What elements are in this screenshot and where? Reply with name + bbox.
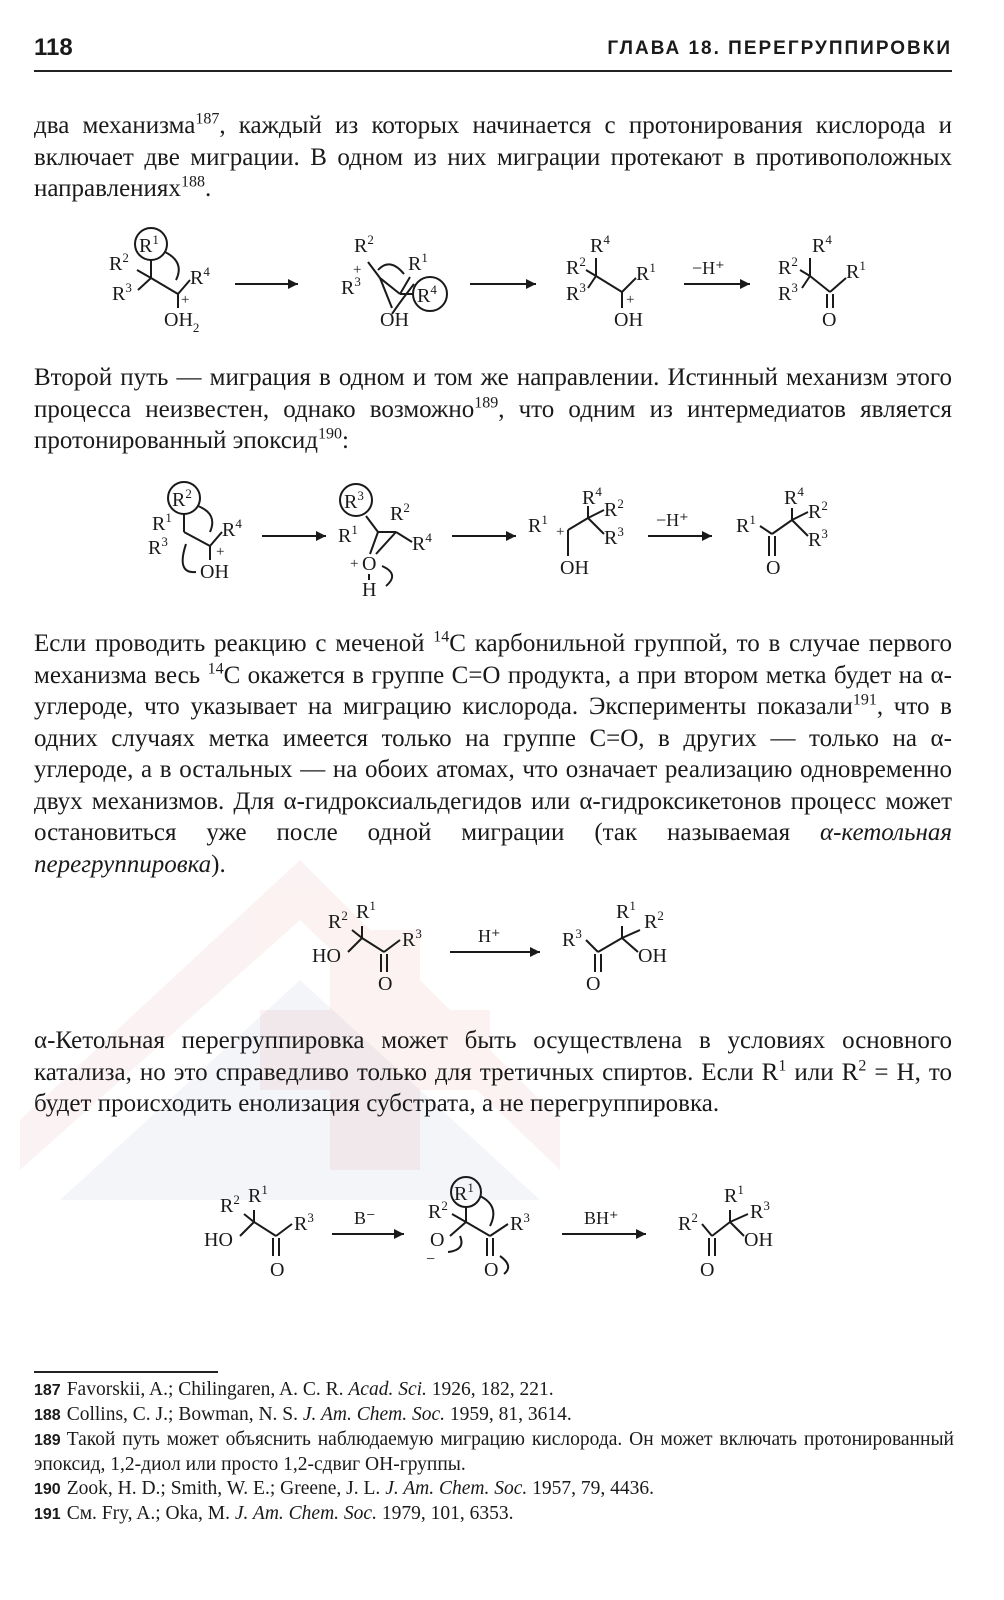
scheme1-molecule-3 bbox=[566, 232, 656, 331]
svg-text:R1: $R^1$ bbox=[356, 898, 376, 923]
svg-text:R3: $R^3$ bbox=[562, 926, 582, 951]
svg-text:R3: $R^3$ bbox=[344, 488, 364, 513]
svg-text:R1: $R^1$ bbox=[139, 232, 159, 257]
svg-text:O: O bbox=[430, 1229, 445, 1251]
svg-text:R4: $R^4$ bbox=[190, 264, 210, 289]
text: Если проводить реакцию с меченой bbox=[34, 630, 434, 657]
reagent-label: H⁺ bbox=[478, 926, 501, 946]
footnote-text: Collins, C. J.; Bowman, N. S. bbox=[66, 1404, 303, 1425]
svg-text:R1: $R^1$ bbox=[454, 1180, 474, 1205]
svg-text:R1: $R^1$ bbox=[736, 512, 756, 537]
footnote-number: 188 bbox=[34, 1407, 61, 1424]
svg-text:R4: $R^4$ bbox=[412, 530, 432, 555]
svg-text:R1: $R^1$ bbox=[338, 522, 358, 547]
svg-text:+: + bbox=[353, 262, 362, 278]
svg-text:+: + bbox=[216, 544, 225, 560]
footnotes bbox=[34, 1378, 954, 1527]
svg-text:R4: $R^4$ bbox=[582, 484, 602, 509]
footnote-number: 191 bbox=[34, 1506, 61, 1523]
reagent-label: −H⁺ bbox=[692, 258, 725, 278]
svg-text:R3: $R^3$ bbox=[510, 1210, 530, 1235]
svg-text:R3: $R^3$ bbox=[148, 534, 168, 559]
svg-text:OH: OH bbox=[560, 557, 589, 579]
journal-name: J. Am. Chem. Soc. bbox=[234, 1503, 377, 1524]
footnote-text: Zook, H. D.; Smith, W. E.; Greene, J. L. bbox=[66, 1478, 386, 1499]
svg-text:HO: HO bbox=[204, 1229, 233, 1251]
footnote-ref-189[interactable]: 189 bbox=[474, 394, 499, 412]
footnote-number: 187 bbox=[34, 1382, 61, 1399]
scheme2-molecule-1 bbox=[148, 482, 242, 583]
text: , что в одних случаях метка имеется только на группе С=О, в других — только на α-углероде, а в остальных — на обоих атомах, что означает реализацию одновременно двух механизмов. Для α-гидроксиальдегидов или α-гидроксикетонов процесс может остановиться уже после одной миграции (так называемая bbox=[34, 693, 952, 846]
footnote-ref-187[interactable]: 187 bbox=[195, 110, 220, 128]
footnote-191 bbox=[34, 1502, 954, 1527]
svg-text:OH: OH bbox=[380, 309, 409, 331]
footnote-188 bbox=[34, 1403, 954, 1428]
term: α-кетольная перегруппировка bbox=[34, 819, 952, 878]
text: α-Кетольная перегруппировка может быть осуществлена в условиях основного катализа, но это справедливо только для третичных спиртов. Если R bbox=[34, 1027, 952, 1086]
svg-text:R4: $R^4$ bbox=[222, 516, 242, 541]
reaction-scheme-3 bbox=[0, 898, 1004, 1002]
reagent-label: B⁻ bbox=[354, 1208, 376, 1228]
svg-text:R2: $R^2$ bbox=[172, 486, 192, 511]
svg-text:R1: $R^1$ bbox=[616, 898, 636, 923]
svg-text:R2: $R^2$ bbox=[808, 498, 828, 523]
footnote-text: 1926, 182, 221. bbox=[426, 1379, 554, 1400]
svg-text:O: O bbox=[378, 973, 393, 995]
text: , каждый из которых начинается с протонирования кислорода и включает две миграции. В одном из них миграции протекают в противоположных направлениях bbox=[34, 112, 953, 202]
svg-text:OH: OH bbox=[200, 561, 229, 583]
svg-text:O: O bbox=[484, 1259, 499, 1281]
svg-text:R3: $R^3$ bbox=[750, 1198, 770, 1223]
svg-text:R2: $R^2$ bbox=[328, 908, 348, 933]
footnote-separator bbox=[34, 1371, 218, 1373]
svg-text:O: O bbox=[362, 553, 377, 575]
paragraph-4 bbox=[34, 1025, 952, 1120]
svg-text:R3: $R^3$ bbox=[341, 274, 361, 299]
svg-text:+: + bbox=[181, 292, 190, 308]
svg-text:R1: $R^1$ bbox=[724, 1182, 744, 1207]
svg-text:+: + bbox=[350, 556, 359, 572]
svg-text:R1: $R^1$ bbox=[408, 250, 428, 275]
text: : bbox=[341, 427, 349, 454]
svg-text:R1: $R^1$ bbox=[248, 1182, 268, 1207]
scheme3-molecule-1 bbox=[312, 898, 422, 995]
scheme1-molecule-1 bbox=[109, 228, 210, 335]
footnote-number: 189 bbox=[34, 1432, 61, 1449]
scheme1-molecule-4 bbox=[778, 232, 866, 331]
footnote-ref-188[interactable]: 188 bbox=[180, 173, 205, 191]
isotope-mass: 14 bbox=[207, 660, 224, 678]
reaction-scheme-2 bbox=[0, 474, 1004, 608]
svg-text:HO: HO bbox=[312, 945, 341, 967]
footnote-190 bbox=[34, 1477, 954, 1502]
svg-text:R2: $R^2$ bbox=[604, 496, 624, 521]
text: = H, то будет происходить енолизация субстрата, а не перегруппировка. bbox=[34, 1058, 952, 1117]
scheme2-molecule-4 bbox=[736, 484, 828, 579]
svg-text:R2: $R^2$ bbox=[428, 1198, 448, 1223]
journal-name: J. Am. Chem. Soc. bbox=[302, 1404, 445, 1425]
reagent-label: BH⁺ bbox=[584, 1208, 619, 1228]
svg-text:R3: $R^3$ bbox=[294, 1210, 314, 1235]
svg-text:+: + bbox=[556, 524, 565, 540]
svg-text:R4: $R^4$ bbox=[784, 484, 804, 509]
scheme3-molecule-2 bbox=[562, 898, 667, 995]
journal-name: J. Am. Chem. Soc. bbox=[385, 1478, 528, 1499]
text: С карбонильной группой, то в случае первого механизма весь bbox=[34, 630, 952, 689]
footnote-text: 1959, 81, 3614. bbox=[444, 1404, 572, 1425]
isotope-mass: 14 bbox=[433, 628, 450, 646]
svg-text:OH2: $OH_2$ bbox=[164, 309, 200, 335]
svg-text:R2: $R^2$ bbox=[109, 250, 129, 275]
scheme2-molecule-3 bbox=[528, 484, 624, 579]
scheme2-molecule-2 bbox=[338, 484, 432, 601]
svg-text:−: − bbox=[426, 1251, 436, 1268]
svg-text:R2: $R^2$ bbox=[778, 254, 798, 279]
svg-text:O: O bbox=[586, 973, 601, 995]
page-number: 118 bbox=[34, 34, 73, 61]
footnote-text: См. Fry, A.; Oka, M. bbox=[66, 1503, 235, 1524]
footnote-text: 1979, 101, 6353. bbox=[376, 1503, 514, 1524]
svg-text:+: + bbox=[626, 292, 635, 308]
svg-text:R2: $R^2$ bbox=[678, 1210, 698, 1235]
svg-text:R3: $R^3$ bbox=[778, 280, 798, 305]
svg-text:R1: $R^1$ bbox=[636, 260, 656, 285]
text: С окажется в группе С=О продукта, а при втором метка будет на α-углероде, что указывает на миграцию кислорода. Эксперименты показали bbox=[34, 661, 952, 720]
reaction-scheme-1 bbox=[0, 222, 1004, 342]
svg-text:O: O bbox=[270, 1259, 285, 1281]
text: два механизма bbox=[34, 112, 196, 139]
text: Второй путь — миграция в одном и том же направлении. Истинный механизм этого процесса неизвестен, однако возможно bbox=[34, 364, 952, 423]
footnote-ref-190[interactable]: 190 bbox=[317, 425, 342, 443]
journal-name: Acad. Sci. bbox=[348, 1379, 427, 1400]
svg-text:R4: $R^4$ bbox=[417, 282, 437, 307]
svg-text:O: O bbox=[700, 1259, 715, 1281]
footnote-text: 1957, 79, 4436. bbox=[527, 1478, 655, 1499]
svg-text:OH: OH bbox=[744, 1229, 773, 1251]
svg-text:OH: OH bbox=[638, 945, 667, 967]
scheme4-molecule-1 bbox=[204, 1182, 314, 1281]
paragraph-1 bbox=[34, 110, 952, 205]
paragraph-3 bbox=[34, 628, 952, 880]
svg-text:R1: $R^1$ bbox=[152, 510, 172, 535]
svg-text:R2: $R^2$ bbox=[390, 500, 410, 525]
svg-text:R3: $R^3$ bbox=[566, 280, 586, 305]
svg-text:R3: $R^3$ bbox=[402, 926, 422, 951]
svg-text:R3: $R^3$ bbox=[112, 280, 132, 305]
svg-text:R1: $R^1$ bbox=[528, 512, 548, 537]
reaction-scheme-4 bbox=[0, 1176, 1004, 1288]
footnote-189 bbox=[34, 1428, 954, 1477]
footnote-text: Favorskii, A.; Chilingaren, A. C. R. bbox=[66, 1379, 349, 1400]
svg-text:R2: $R^2$ bbox=[566, 254, 586, 279]
text: , что одним из интермедиатов является протонированный эпоксид bbox=[34, 395, 952, 454]
text: ). bbox=[211, 850, 226, 878]
running-head: ГЛАВА 18. ПЕРЕГРУППИРОВКИ bbox=[607, 38, 952, 59]
curved-arrow bbox=[165, 252, 179, 280]
superscript: 2 bbox=[858, 1057, 867, 1075]
svg-text:R3: $R^3$ bbox=[808, 526, 828, 551]
footnote-text: Такой путь может объяснить наблюдаемую миграцию кислорода. Он может включать протонированный эпоксид, 1,2-диол или просто 1,2-сдвиг ОН-группы. bbox=[34, 1429, 954, 1475]
svg-text:R4: $R^4$ bbox=[590, 232, 610, 257]
svg-text:OH: OH bbox=[614, 309, 643, 331]
reagent-label: −H⁺ bbox=[656, 510, 689, 530]
footnote-ref-191[interactable]: 191 bbox=[852, 691, 877, 709]
page-header bbox=[34, 30, 952, 72]
scheme1-molecule-2 bbox=[341, 232, 447, 331]
scheme4-molecule-2 bbox=[426, 1177, 530, 1281]
svg-text:R2: $R^2$ bbox=[644, 908, 664, 933]
scheme4-molecule-3 bbox=[678, 1182, 773, 1281]
svg-text:R2: $R^2$ bbox=[220, 1192, 240, 1217]
svg-text:H: H bbox=[362, 579, 377, 601]
footnote-number: 190 bbox=[34, 1481, 61, 1498]
svg-text:O: O bbox=[822, 309, 837, 331]
svg-text:R3: $R^3$ bbox=[604, 524, 624, 549]
svg-text:R1: $R^1$ bbox=[846, 258, 866, 283]
svg-text:R4: $R^4$ bbox=[812, 232, 832, 257]
svg-text:O: O bbox=[766, 557, 781, 579]
svg-text:R2: $R^2$ bbox=[354, 232, 374, 257]
text: или R bbox=[786, 1058, 859, 1086]
text: . bbox=[204, 175, 212, 202]
superscript: 1 bbox=[778, 1057, 787, 1075]
footnote-187 bbox=[34, 1378, 954, 1403]
paragraph-2 bbox=[34, 362, 952, 457]
